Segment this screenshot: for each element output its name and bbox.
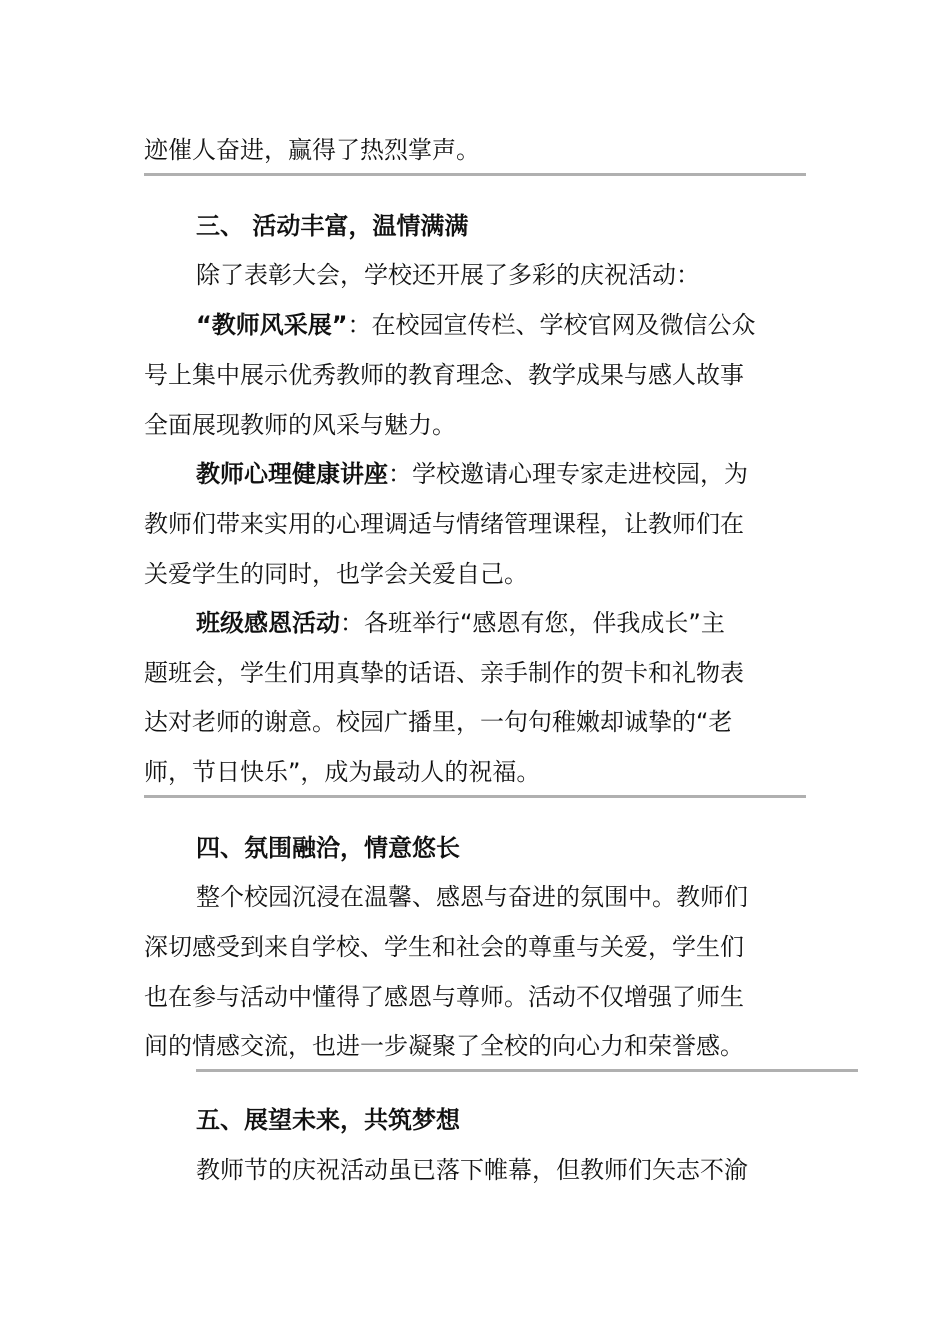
section-divider [196, 1069, 858, 1072]
paragraph-line: 深切感受到来自学校、学生和社会的尊重与关爱，学生们 [144, 933, 744, 961]
paragraph-line: 全面展现教师的风采与魅力。 [144, 411, 456, 439]
section-divider [144, 795, 806, 798]
section-5-heading: 五、展望未来，共筑梦想 [196, 1106, 460, 1134]
paragraph-line: 教师节的庆祝活动虽已落下帷幕，但教师们矢志不渝 [196, 1156, 748, 1184]
item-term: 班级感恩活动 [196, 609, 340, 637]
item-text: ：各班举行“感恩有您，伴我成长”主 [340, 609, 725, 637]
paragraph-line: 间的情感交流，也进一步凝聚了全校的向心力和荣誉感。 [144, 1032, 744, 1060]
paragraph-line: 达对老师的谢意。校园广播里，一句句稚嫩却诚挚的“老 [144, 708, 733, 736]
section-3-heading: 三、 活动丰富，温情满满 [196, 212, 469, 240]
item-term: “教师风采展” [196, 311, 348, 339]
paragraph-line: 也在参与活动中懂得了感恩与尊师。活动不仅增强了师生 [144, 983, 744, 1011]
paragraph-line: 号上集中展示优秀教师的教育理念、教学成果与感人故事 [144, 361, 744, 389]
paragraph-line: 关爱学生的同时，也学会关爱自己。 [144, 560, 528, 588]
paragraph-line: 师，节日快乐”，成为最动人的祝福。 [144, 758, 541, 786]
paragraph-line: 整个校园沉浸在温馨、感恩与奋进的氛围中。教师们 [196, 883, 748, 911]
paragraph-line: 题班会，学生们用真挚的话语、亲手制作的贺卡和礼物表 [144, 659, 744, 687]
section-divider [144, 173, 806, 176]
item-text: ：学校邀请心理专家走进校园，为 [388, 460, 748, 488]
paragraph-line: 教师们带来实用的心理调适与情绪管理课程，让教师们在 [144, 510, 744, 538]
item-psych-lecture [196, 460, 748, 488]
section-3-lead: 除了表彰大会，学校还开展了多彩的庆祝活动： [196, 261, 700, 289]
item-text: ：在校园宣传栏、学校官网及微信公众 [347, 311, 756, 339]
item-term: 教师心理健康讲座 [196, 460, 388, 488]
intro-tail-line: 迹催人奋进，赢得了热烈掌声。 [144, 136, 480, 164]
section-4-heading: 四、氛围融洽，情意悠长 [196, 834, 460, 862]
item-teacher-showcase [196, 311, 756, 339]
item-class-gratitude [196, 609, 725, 637]
